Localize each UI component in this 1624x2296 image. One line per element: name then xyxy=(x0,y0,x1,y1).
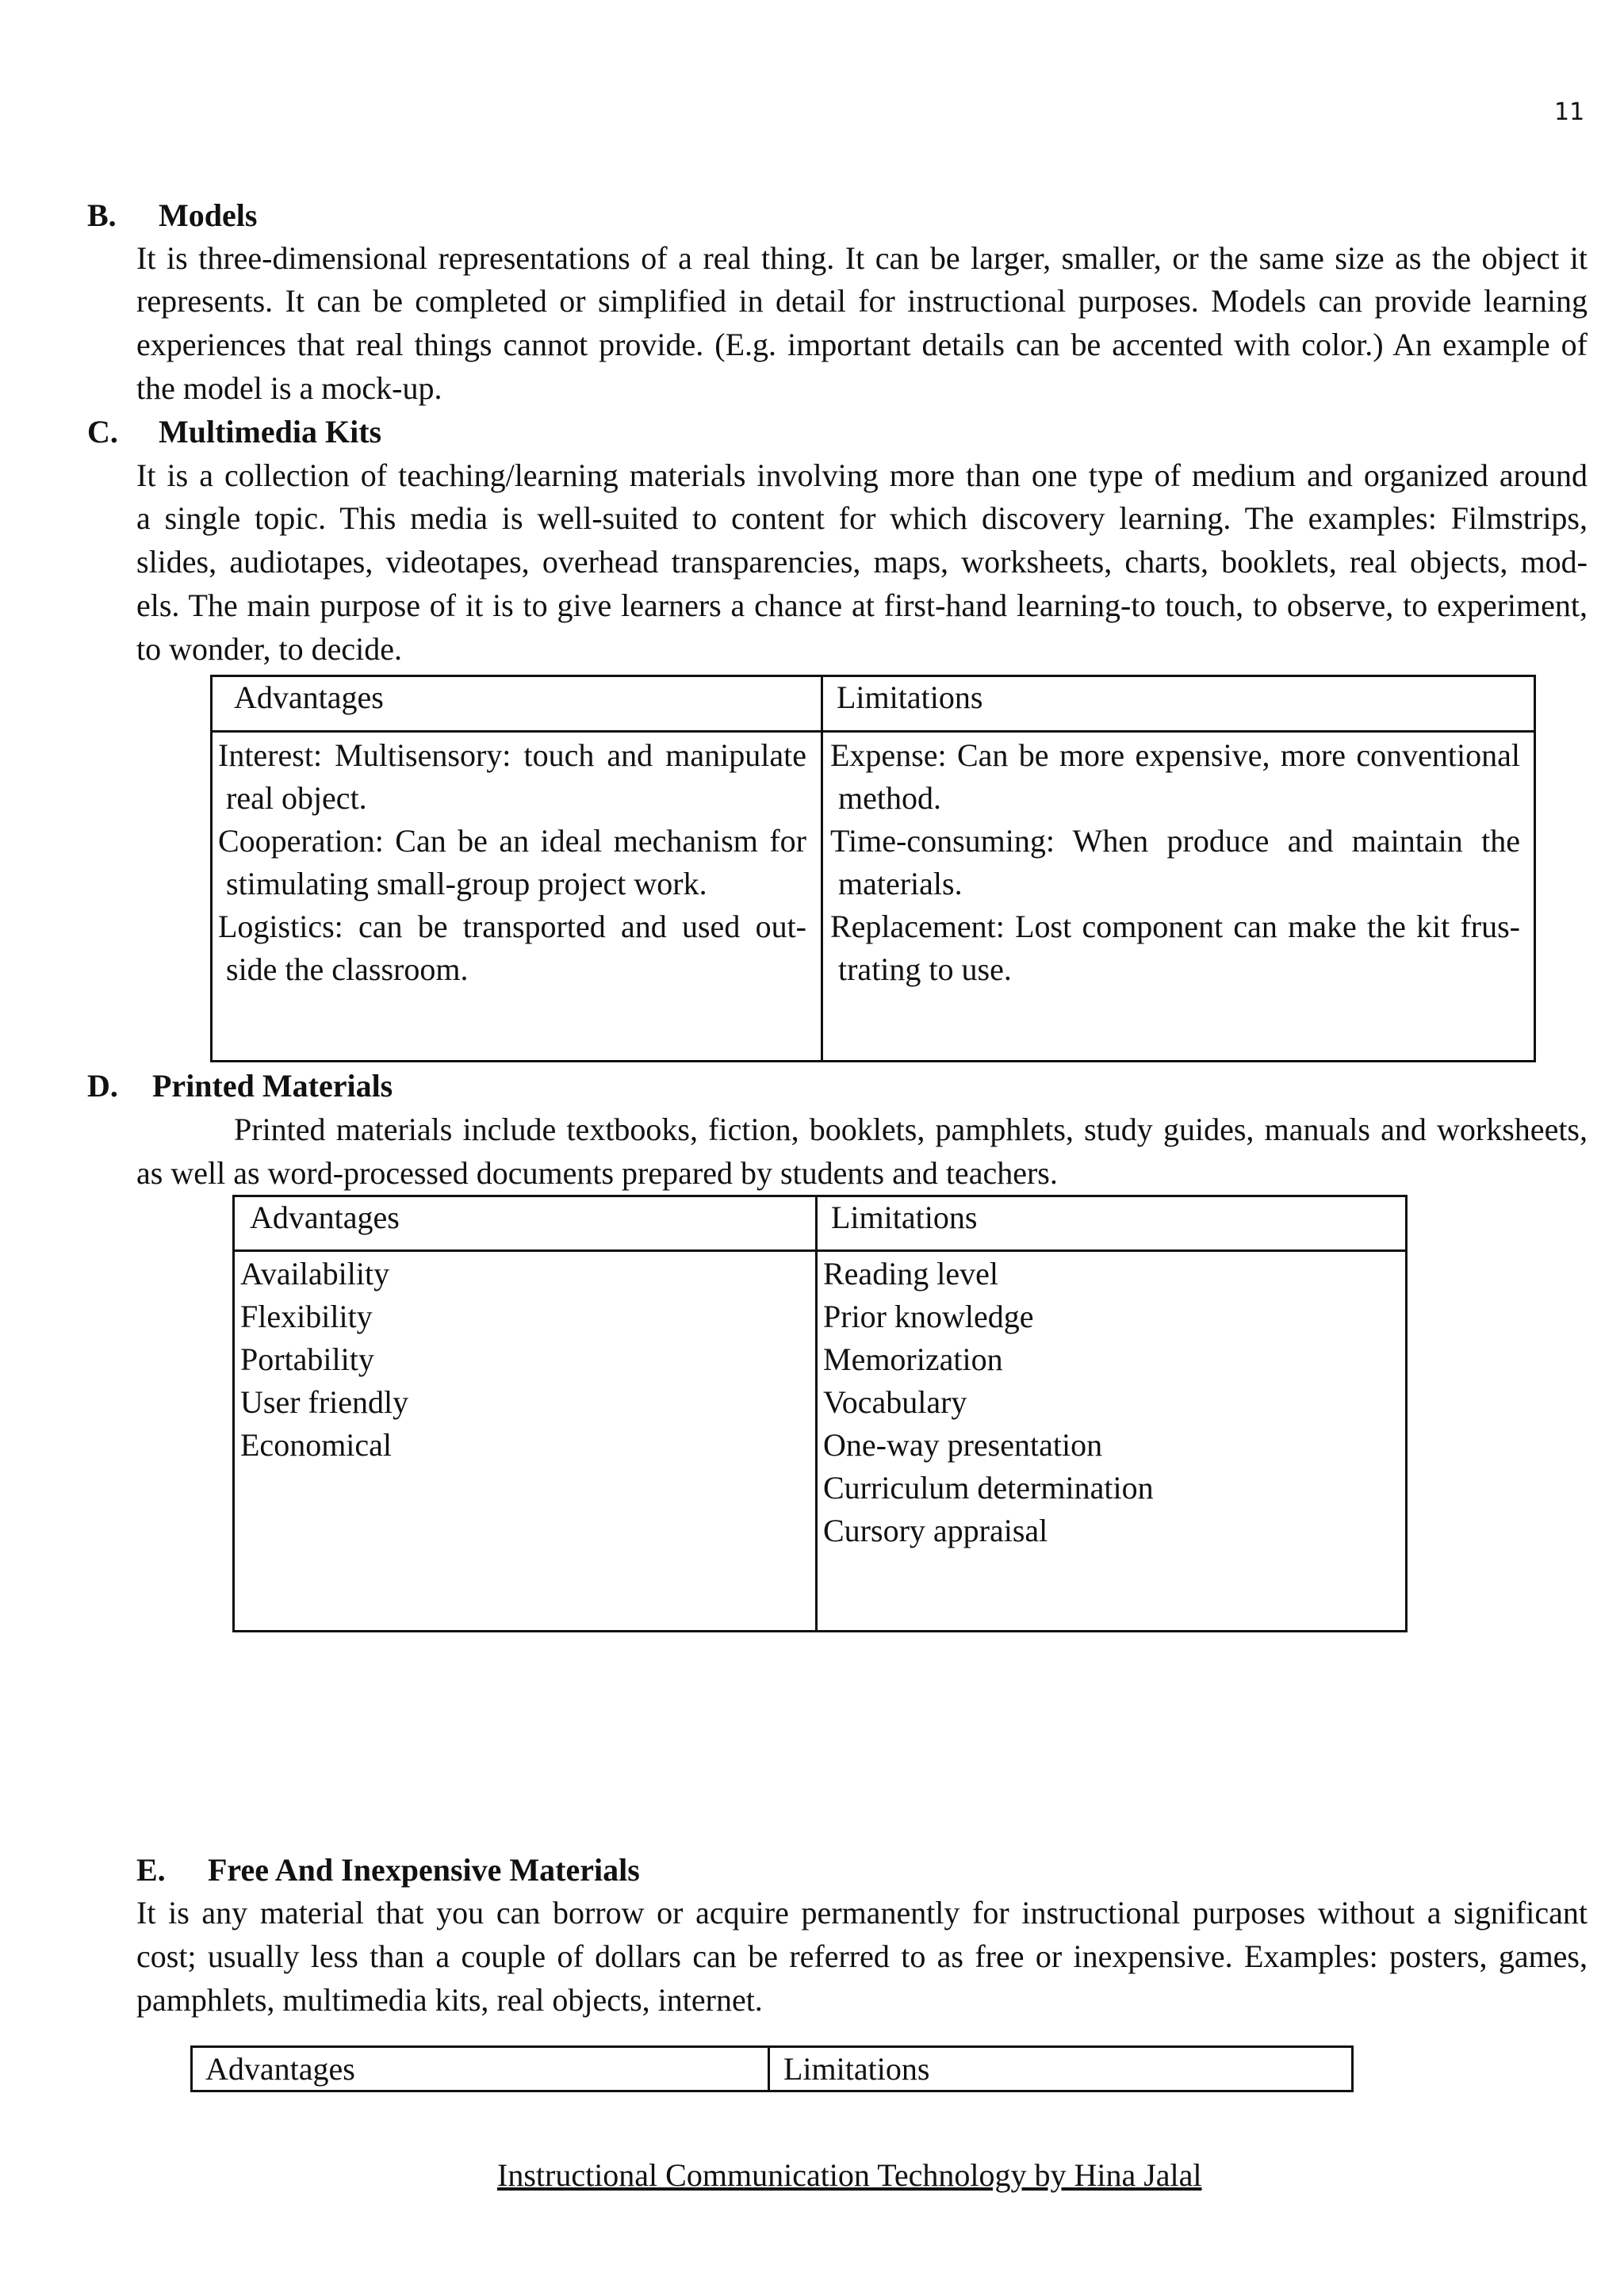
table-d-limitation-item: Cursory appraisal xyxy=(823,1513,1048,1548)
table-d-advantage-item: Availability xyxy=(240,1256,390,1292)
section-d-title: Printed Materials xyxy=(152,1068,393,1104)
section-b-line-4: the model is a mock-up. xyxy=(136,370,442,406)
table-c-lim-line: Replacement: Lost component can make the kit frus- xyxy=(830,909,1520,944)
table-e-column-divider xyxy=(768,2045,770,2092)
free-materials-table xyxy=(190,2045,1354,2092)
section-c-line-4: els. The main purpose of it is to give learners a chance at first-hand learning-to touch, to observe, to experiment, xyxy=(136,587,1588,623)
section-e-title: Free And Inexpensive Materials xyxy=(208,1852,640,1888)
section-e-line-2: cost; usually less than a couple of dollars can be referred to as free or inexpensive. Examples: posters, games, xyxy=(136,1938,1588,1974)
table-c-lim-line: materials. xyxy=(830,866,963,901)
table-d-limitation-item: Curriculum determination xyxy=(823,1470,1154,1506)
table-c-adv-line: stimulating small-group project work. xyxy=(218,866,707,901)
section-c-line-3: slides, audiotapes, videotapes, overhead transparencies, maps, worksheets, charts, booklets, real objects, mod- xyxy=(136,544,1588,580)
table-d-advantage-item: User friendly xyxy=(240,1384,409,1420)
section-b-title: Models xyxy=(159,197,258,233)
table-c-adv-line: Logistics: can be transported and used out- xyxy=(218,909,806,944)
table-d-header-advantages: Advantages xyxy=(250,1200,400,1235)
table-c-header-limitations: Limitations xyxy=(837,679,983,715)
table-c-lim-line: Expense: Can be more expensive, more conventional xyxy=(830,737,1520,773)
section-d-line-2: as well as word-processed documents prepared by students and teachers. xyxy=(136,1155,1058,1191)
table-e-header-advantages: Advantages xyxy=(205,2051,355,2087)
table-d-advantage-item: Flexibility xyxy=(240,1299,373,1334)
section-c-line-2: a single topic. This media is well-suited to content for which discovery learning. The examples: Filmstrips, xyxy=(136,500,1588,536)
table-d-advantage-item: Economical xyxy=(240,1427,393,1463)
table-d-header-divider xyxy=(232,1249,1408,1252)
table-d-advantages xyxy=(240,1253,408,1467)
printed-materials-table xyxy=(232,1195,1408,1632)
table-c-adv-line: real object. xyxy=(218,780,367,816)
table-e-header-limitations: Limitations xyxy=(783,2051,930,2087)
table-c-column-divider xyxy=(821,675,823,1062)
section-c-line-1: It is a collection of teaching/learning materials involving more than one type of medium and organized around xyxy=(136,457,1588,493)
table-d-column-divider xyxy=(815,1195,818,1632)
section-e-line-1: It is any material that you can borrow or acquire permanently for instructional purposes without a significant xyxy=(136,1895,1588,1931)
page-number: 11 xyxy=(1554,98,1585,126)
table-c-lim-line: Time-consuming: When produce and maintain the xyxy=(830,823,1520,859)
section-b-line-1: It is three-dimensional representations of a real thing. It can be larger, smaller, or the same size as the object it xyxy=(136,240,1588,276)
table-c-advantages xyxy=(218,734,806,991)
section-d-line-1: Printed materials include textbooks, fiction, booklets, pamphlets, study guides, manuals and worksheets, xyxy=(234,1112,1588,1147)
table-c-adv-line: side the classroom. xyxy=(218,951,469,987)
table-d-limitations xyxy=(823,1253,1154,1552)
section-b-line-3: experiences that real things cannot provide. (E.g. important details can be accented with color.) An example of xyxy=(136,327,1588,362)
section-e-letter: E. xyxy=(136,1852,166,1888)
table-d-advantage-item: Portability xyxy=(240,1341,374,1377)
page-footer: Instructional Communication Technology by Hina Jalal xyxy=(497,2157,1202,2193)
table-c-header-advantages: Advantages xyxy=(234,679,384,715)
table-d-limitation-item: One-way presentation xyxy=(823,1427,1103,1463)
section-e-line-3: pamphlets, multimedia kits, real objects, internet. xyxy=(136,1982,763,2018)
table-d-limitation-item: Reading level xyxy=(823,1256,999,1292)
section-b-line-2: represents. It can be completed or simplified in detail for instructional purposes. Models can provide learning xyxy=(136,283,1588,319)
table-d-header-limitations: Limitations xyxy=(831,1200,978,1235)
table-d-limitation-item: Memorization xyxy=(823,1341,1003,1377)
table-d-limitation-item: Prior knowledge xyxy=(823,1299,1034,1334)
section-c-title: Multimedia Kits xyxy=(159,414,382,450)
table-c-lim-line: trating to use. xyxy=(830,951,1012,987)
section-c-line-5: to wonder, to decide. xyxy=(136,631,402,667)
section-d-letter: D. xyxy=(87,1068,118,1104)
table-d-limitation-item: Vocabulary xyxy=(823,1384,967,1420)
table-c-header-divider xyxy=(210,730,1536,733)
table-c-limitations xyxy=(830,734,1520,991)
table-c-adv-line: Interest: Multisensory: touch and manipulate xyxy=(218,737,806,773)
section-c-letter: C. xyxy=(87,414,118,450)
table-c-adv-line: Cooperation: Can be an ideal mechanism for xyxy=(218,823,806,859)
section-b-letter: B. xyxy=(87,197,117,233)
table-c-lim-line: method. xyxy=(830,780,941,816)
